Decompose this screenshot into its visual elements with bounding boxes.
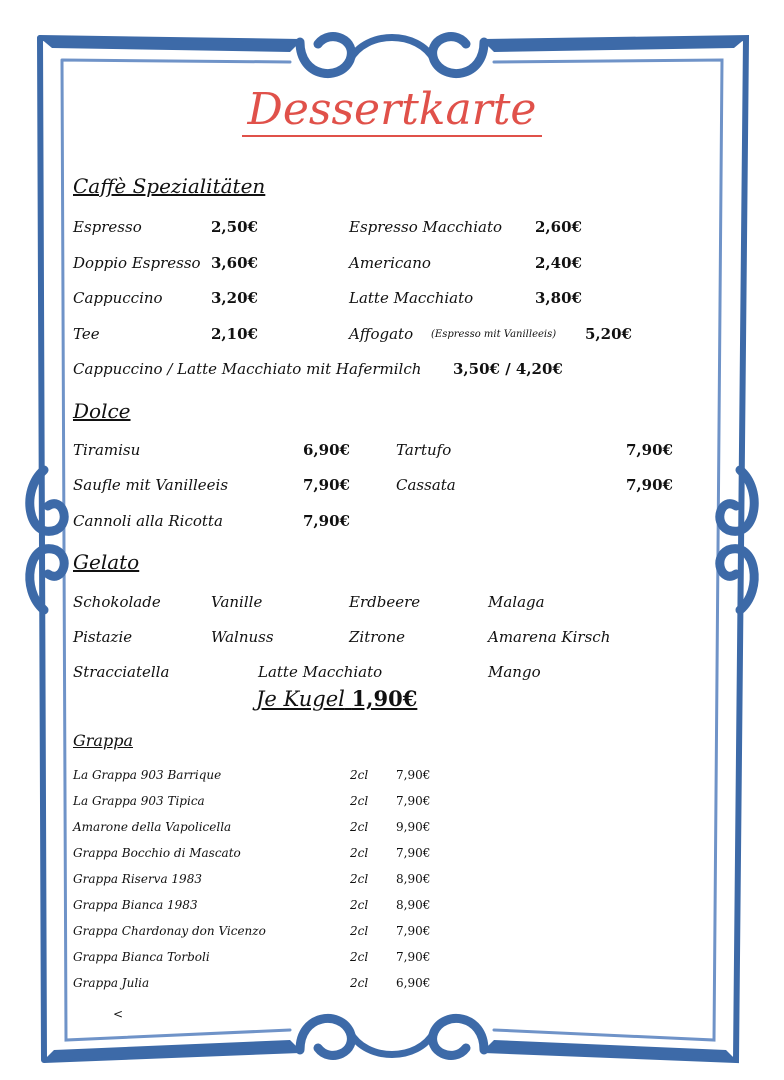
grappa-name: Grappa Bianca 1983: [73, 898, 198, 912]
item-name: Doppio Espresso: [73, 254, 201, 272]
grappa-price: 8,90€: [396, 898, 431, 912]
item-name: Espresso: [73, 218, 142, 236]
flavor: Walnuss: [211, 628, 274, 646]
grappa-size: 2cl: [350, 820, 369, 834]
grappa-price: 7,90€: [396, 768, 431, 782]
item-price: 2,60€: [535, 218, 582, 236]
grappa-size: 2cl: [350, 794, 369, 808]
menu-title: [0, 84, 784, 135]
grappa-name: La Grappa 903 Barrique: [73, 768, 222, 782]
item-name: Espresso Macchiato: [349, 218, 503, 236]
item-name: Latte Macchiato: [349, 289, 474, 307]
item-name: Americano: [349, 254, 431, 272]
item-price: 7,90€: [626, 476, 673, 494]
grappa-price: 8,90€: [396, 872, 431, 886]
item-price: 6,90€: [303, 441, 350, 459]
item-name: Cappuccino: [73, 289, 163, 307]
flavor: Vanille: [211, 593, 263, 611]
item-price: 3,60€: [211, 254, 258, 272]
item-price: 5,20€: [585, 325, 632, 343]
item-name: Tee: [73, 325, 100, 343]
grappa-size: 2cl: [350, 924, 369, 938]
gelato-price-label: Je Kugel: [256, 687, 345, 711]
item-price: 2,50€: [211, 218, 258, 236]
grappa-size: 2cl: [350, 872, 369, 886]
gelato-price-value: 1,90€: [351, 686, 418, 711]
oat-milk-price: 3,50€ / 4,20€: [453, 360, 563, 378]
section-heading-dolce: Dolce: [73, 399, 131, 423]
grappa-price: 9,90€: [396, 820, 431, 834]
item-name: Tiramisu: [73, 441, 141, 459]
grappa-name: Grappa Chardonay don Vicenzo: [73, 924, 266, 938]
item-name: Saufle mit Vanilleeis: [73, 476, 229, 494]
item-name: Affogato: [349, 325, 414, 343]
grappa-name: La Grappa 903 Tipica: [73, 794, 205, 808]
flavor: Malaga: [488, 593, 545, 611]
gelato-price: [256, 686, 417, 711]
item-price: 2,40€: [535, 254, 582, 272]
item-price: 3,80€: [535, 289, 582, 307]
item-name: Tartufo: [396, 441, 452, 459]
footer-mark: <: [113, 1007, 124, 1021]
grappa-name: Grappa Riserva 1983: [73, 872, 202, 886]
grappa-price: 7,90€: [396, 846, 431, 860]
item-note: (Espresso mit Vanilleeis): [431, 329, 557, 340]
item-price: 3,20€: [211, 289, 258, 307]
grappa-size: 2cl: [350, 976, 369, 990]
flavor: Latte Macchiato: [258, 663, 383, 681]
flavor: Amarena Kirsch: [488, 628, 611, 646]
flavor: Pistazie: [73, 628, 133, 646]
grappa-price: 7,90€: [396, 794, 431, 808]
flavor: Zitrone: [349, 628, 405, 646]
grappa-size: 2cl: [350, 898, 369, 912]
grappa-size: 2cl: [350, 950, 369, 964]
grappa-name: Grappa Bianca Torboli: [73, 950, 210, 964]
item-name: Cannoli alla Ricotta: [73, 512, 223, 530]
item-name: Cassata: [396, 476, 456, 494]
grappa-name: Amarone della Vapolicella: [73, 820, 232, 834]
grappa-price: 7,90€: [396, 924, 431, 938]
item-price: 2,10€: [211, 325, 258, 343]
flavor: Stracciatella: [73, 663, 170, 681]
oat-milk-line: Cappuccino / Latte Macchiato mit Hafermilch: [73, 360, 422, 378]
grappa-price: 6,90€: [396, 976, 431, 990]
grappa-name: Grappa Julia: [73, 976, 150, 990]
item-price: 7,90€: [626, 441, 673, 459]
flavor: Erdbeere: [349, 593, 421, 611]
grappa-size: 2cl: [350, 846, 369, 860]
grappa-size: 2cl: [350, 768, 369, 782]
section-heading-caffe: Caffè Spezialitäten: [73, 174, 266, 198]
item-price: 7,90€: [303, 476, 350, 494]
flavor: Mango: [488, 663, 541, 681]
flavor: Schokolade: [73, 593, 161, 611]
section-heading-gelato: Gelato: [73, 550, 140, 574]
item-price: 7,90€: [303, 512, 350, 530]
grappa-name: Grappa Bocchio di Mascato: [73, 846, 241, 860]
section-heading-grappa: Grappa: [73, 731, 133, 750]
grappa-price: 7,90€: [396, 950, 431, 964]
menu-title-text: Dessertkarte: [242, 84, 543, 137]
